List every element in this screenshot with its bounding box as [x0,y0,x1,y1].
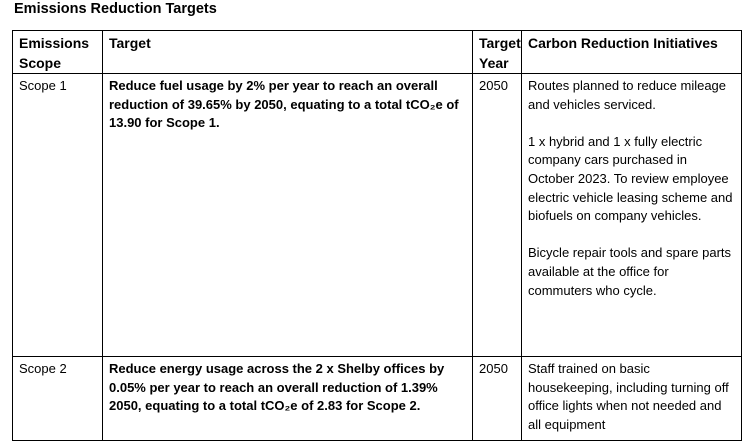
table-row [13,74,742,357]
header-carbon-reduction-initiatives: Carbon Reduction Initiatives [522,31,742,74]
emissions-targets-table [12,30,742,441]
initiatives-cell [522,357,742,441]
initiative-text: 1 x hybrid and 1 x fully electric company cars purchased in October 2023. To review employee electric vehicle leasing scheme and biofuels on company vehicles. [528,133,733,224]
header-target: Target [103,31,473,74]
initiative-text: Staff trained on basic housekeeping, including turning off office lights when not needed and all equipment [528,361,729,432]
header-emissions-scope: Emissions Scope [13,31,103,74]
table-header-row [13,31,742,74]
initiatives-cell [522,74,742,357]
header-target-year: Target Year [473,31,522,74]
initiative-text: Bicycle repair tools and spare parts available at the office for commuters who cycle. [528,245,732,298]
target-cell: Reduce energy usage across the 2 x Shelby offices by 0.05% per year to reach an overall reduction of 1.39% 2050, equating to a total tCO₂e of 2.83 for Scope 2. [103,357,473,441]
target-cell: Reduce fuel usage by 2% per year to reach an overall reduction of 39.65% by 2050, equating to a total tCO₂e of 13.90 for Scope 1. [103,74,473,357]
scope-cell: Scope 1 [13,74,103,357]
target-year-cell: 2050 [473,357,522,441]
scope-cell: Scope 2 [13,357,103,441]
page-title: Emissions Reduction Targets [14,1,217,17]
target-year-cell: 2050 [473,74,522,357]
table-row [13,357,742,441]
initiative-text: Routes planned to reduce mileage and vehicles serviced. [528,78,727,112]
